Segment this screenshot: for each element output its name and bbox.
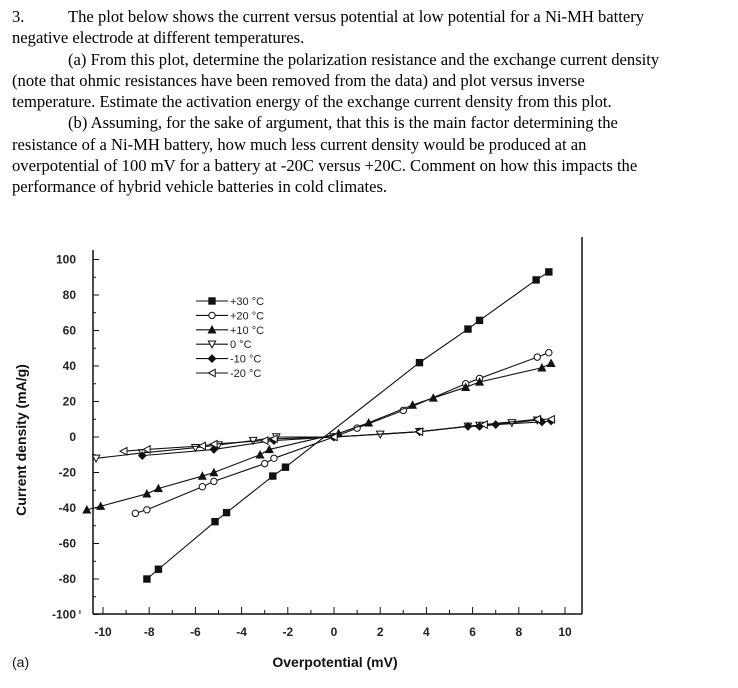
marker-square: [476, 317, 482, 323]
legend-label: +20 °C: [230, 310, 265, 323]
legend-label: +30 °C: [230, 296, 265, 308]
y-axis-label: Current density (mA/g): [13, 364, 29, 516]
marker-square: [223, 509, 229, 515]
question-part-a: (a) From this plot, determine the polarization resistance and the exchange current density: [68, 49, 660, 69]
legend-item: [196, 339, 252, 351]
marker-triangle-up: [210, 469, 217, 476]
marker-circle: [262, 460, 268, 466]
legend-label: -20 °C: [230, 368, 262, 380]
panel-label: (a): [12, 654, 30, 670]
series-3: [92, 417, 541, 462]
question-line-8: overpotential of 100 mV for a battery at -20C versus +20C. Comment on how this impacts the: [12, 156, 638, 176]
x-tick-label: 8: [515, 625, 523, 639]
question-part-b: (b) Assuming, for the sake of argument, that this is the main factor determining the: [68, 113, 618, 133]
series-1: [132, 349, 552, 516]
legend-item: [196, 310, 264, 322]
question-number: 3.: [12, 7, 25, 26]
y-tick-label: 60: [62, 323, 76, 338]
marker-triangle-up: [256, 451, 263, 458]
marker-square: [212, 518, 218, 524]
marker-diamond: [492, 421, 499, 428]
y-tick-label: -100: [51, 607, 76, 622]
x-tick-label: 10: [558, 625, 572, 639]
marker-square: [465, 326, 471, 332]
marker-triangle-left: [208, 369, 215, 376]
marker-triangle-left: [120, 448, 127, 455]
series-line: [142, 421, 551, 456]
legend-item: [196, 368, 261, 380]
marker-square: [282, 464, 288, 470]
y-tick-label: -60: [58, 536, 76, 551]
question-line-5: temperature. Estimate the activation energy of the exchange current density from this plot.: [12, 92, 612, 112]
question-line-2: negative electrode at different temperatures.: [12, 28, 305, 48]
legend-label: 0 °C: [230, 339, 252, 352]
legend-item: [196, 325, 264, 337]
marker-diamond: [208, 355, 215, 362]
x-tick-label: -10: [94, 625, 112, 639]
marker-circle: [534, 354, 540, 360]
legend-label: +10 °C: [230, 324, 265, 337]
x-tick-label: -8: [143, 625, 155, 639]
x-tick-label: -4: [236, 625, 247, 639]
marker-circle: [209, 312, 215, 318]
x-tick-label: -6: [190, 625, 201, 639]
marker-triangle-up: [547, 360, 554, 367]
question-line-1: 3. The plot below shows the current versus potential at low potential for a Ni-MH battery: [12, 7, 645, 26]
x-tick-label: 4: [423, 625, 430, 639]
marker-square: [416, 359, 422, 365]
y-tick-label: -40: [58, 501, 76, 515]
y-tick-label: 20: [62, 394, 76, 409]
marker-square: [155, 566, 161, 572]
marker-square: [270, 473, 276, 479]
question-line-7: resistance of a Ni-MH battery, how much less current density would be produced at an: [12, 134, 587, 154]
x-tick-label: 2: [376, 625, 384, 639]
series-2: [83, 360, 555, 513]
y-tick-label: 80: [62, 288, 76, 302]
y-tick-label: 40: [62, 359, 76, 373]
marker-circle: [271, 455, 277, 461]
marker-square: [144, 576, 150, 582]
marker-triangle-up: [143, 490, 150, 497]
marker-triangle-left: [261, 437, 268, 444]
question-line-9: performance of hybrid vehicle batteries in cold climates.: [12, 177, 388, 197]
marker-triangle-up: [430, 394, 437, 401]
y-tick-label: 100: [55, 252, 76, 267]
legend-item: [196, 354, 261, 366]
x-tick-label: 6: [469, 625, 476, 639]
marker-circle: [546, 349, 552, 355]
marker-triangle-up: [538, 364, 545, 371]
series-line: [135, 353, 548, 514]
marker-triangle-left: [199, 442, 206, 449]
x-axis-label: Overpotential (mV): [272, 654, 398, 670]
marker-square: [209, 298, 215, 304]
x-tick-label: 0: [330, 625, 338, 639]
marker-circle: [199, 484, 205, 490]
y-tick-label: -80: [58, 572, 76, 586]
y-tick-label: -20: [58, 465, 76, 480]
legend-label: -10 °C: [230, 353, 262, 366]
marker-circle: [211, 478, 217, 484]
x-tick-label: -2: [282, 625, 294, 639]
question-line-4: (note that ohmic resistances have been removed from the data) and plot versus inverse: [12, 70, 585, 90]
marker-square: [533, 277, 539, 283]
y-tick-label: 0: [69, 430, 76, 444]
legend-item: [196, 296, 264, 308]
marker-square: [546, 269, 552, 275]
marker-circle: [144, 507, 150, 513]
marker-circle: [132, 510, 138, 516]
